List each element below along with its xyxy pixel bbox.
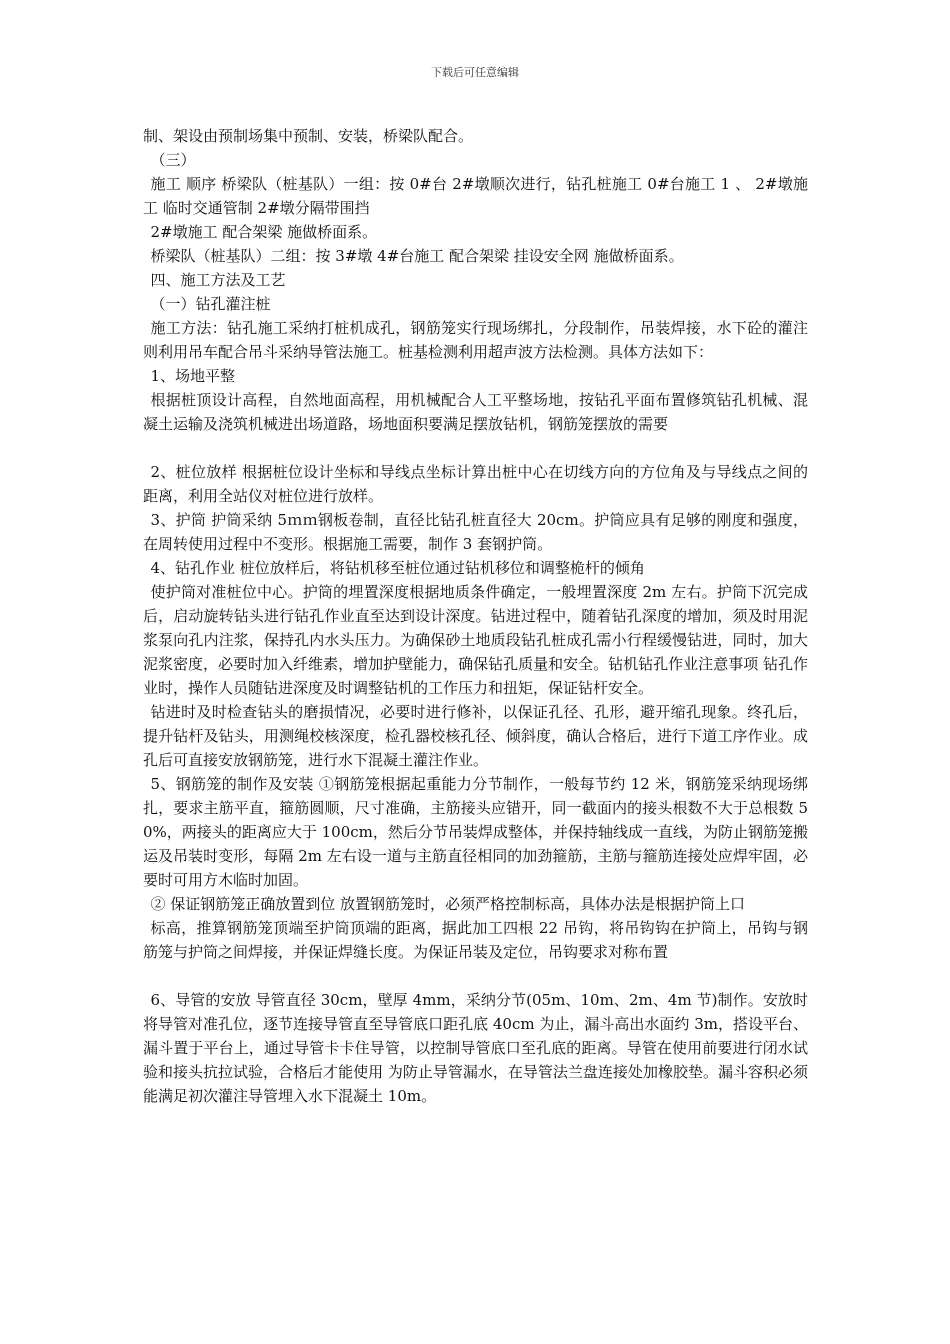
- document-body: [143, 124, 808, 1108]
- paragraph: 制、架设由预制场集中预制、安装，桥梁队配合。: [143, 127, 474, 145]
- paragraph: 施工方法：钻孔施工采纳打桩机成孔，钢筋笼实行现场绑扎，分段制作，吊装焊接，水下砼的灌注则利用吊车配合吊斗采纳导管法施工。桩基检测利用超声波方法检测。具体方法如下：: [143, 319, 808, 361]
- paragraph: 标高，推算钢筋笼顶端至护筒顶端的距离，据此加工四根 22 吊钩，将吊钩钩在护筒上，吊钩与钢筋笼与护筒之间焊接，并保证焊缝长度。为保证吊装及定位，吊钩要求对称布置: [143, 919, 808, 961]
- blank-line: [143, 964, 808, 988]
- section-heading: （一）钻孔灌注桩: [150, 295, 271, 313]
- paragraph: 4、钻孔作业 桩位放样后，将钻机移至桩位通过钻机移位和调整桅杆的倾角: [150, 559, 645, 577]
- paragraph: 桥梁队（桩基队）二组：按 3#墩 4#台施工 配合架梁 挂设安全网 施做桥面系。: [150, 247, 684, 265]
- section-heading: 1、场地平整: [150, 367, 236, 385]
- paragraph: 钻进时及时检查钻头的磨损情况，必要时进行修补，以保证孔径、孔形，避开缩孔现象。终孔后，提升钻杆及钻头，用测绳校核深度，检孔器校核孔径、倾斜度，确认合格后，进行下道工序作业。成孔后可直接安放钢筋笼，进行水下混凝土灌注作业。: [143, 703, 808, 769]
- page-header: 下载后可任意编辑: [431, 66, 519, 79]
- paragraph: 5、钢筋笼的制作及安装 ①钢筋笼根据起重能力分节制作，一般每节约 12 米，钢筋笼采纳现场绑扎，要求主筋平直，箍筋圆顺，尺寸准确，主筋接头应错开，同一截面内的接头根数不大于总根数 50%，两接头的距离应大于 100cm，然后分节吊装焊成整体，并保持轴线成一直线，为防止钢筋笼搬运及吊装时变形，每隔 2m 左右设一道与主筋直径相同的加劲箍筋，主筋与箍筋连接处应焊牢固，必要时可用方木临时加固。: [143, 775, 808, 889]
- paragraph: 2#墩施工 配合架梁 施做桥面系。: [150, 223, 378, 241]
- blank-line: [143, 436, 808, 460]
- section-heading: （三）: [150, 151, 196, 169]
- paragraph: 3、护筒 护筒采纳 5ｍｍ钢板卷制，直径比钻孔桩直径大 20cm。护筒应具有足够的刚度和强度，在周转使用过程中不变形。根据施工需要，制作 3 套钢护筒。: [143, 511, 808, 553]
- paragraph: 6、导管的安放 导管直径 30cm，壁厚 4mm，采纳分节(05m、10m、2m、4m 节)制作。安放时将导管对准孔位，逐节连接导管直至导管底口距孔底 40cm 为止，漏斗高出水面约 3m，搭设平台、漏斗置于平台上，通过导管卡卡住导管，以控制导管底口至孔底的距离。导管在使用前要进行闭水试验和接头抗拉试验，合格后才能使用 为防止导管漏水，在导管法兰盘连接处加橡胶垫。漏斗容积必须能满足初次灌注导管埋入水下混凝土 10m。: [143, 991, 808, 1105]
- paragraph: 使护筒对准桩位中心。护筒的埋置深度根据地质条件确定，一般埋置深度 2m 左右。护筒下沉完成后，启动旋转钻头进行钻孔作业直至达到设计深度。钻进过程中，随着钻孔深度的增加，须及时用泥浆泵向孔内注浆，保持孔内水头压力。为确保砂土地质段钻孔桩成孔需小行程缓慢钻进，同时，加大泥浆密度，必要时加入纤维素，增加护壁能力，确保钻孔质量和安全。钻机钻孔作业注意事项 钻孔作业时，操作人员随钻进深度及时调整钻机的工作压力和扭矩，保证钻杆安全。: [143, 583, 808, 697]
- paragraph: 根据桩顶设计高程，自然地面高程，用机械配合人工平整场地，按钻孔平面布置修筑钻孔机械、混凝土运输及浇筑机械进出场道路，场地面积要满足摆放钻机，钢筋笼摆放的需要: [143, 391, 808, 433]
- paragraph: ② 保证钢筋笼正确放置到位 放置钢筋笼时，必须严格控制标高，具体办法是根据护筒上口: [150, 895, 746, 913]
- paragraph: 2、桩位放样 根据桩位设计坐标和导线点坐标计算出桩中心在切线方向的方位角及与导线点之间的距离，利用全站仪对桩位进行放样。: [143, 463, 808, 505]
- paragraph: 施工 顺序 桥梁队（桩基队）一组：按 0#台 2#墩顺次进行，钻孔桩施工 0#台施工 1 、 2#墩施工 临时交通管制 2#墩分隔带围挡: [143, 175, 808, 217]
- section-heading: 四、施工方法及工艺: [150, 271, 286, 289]
